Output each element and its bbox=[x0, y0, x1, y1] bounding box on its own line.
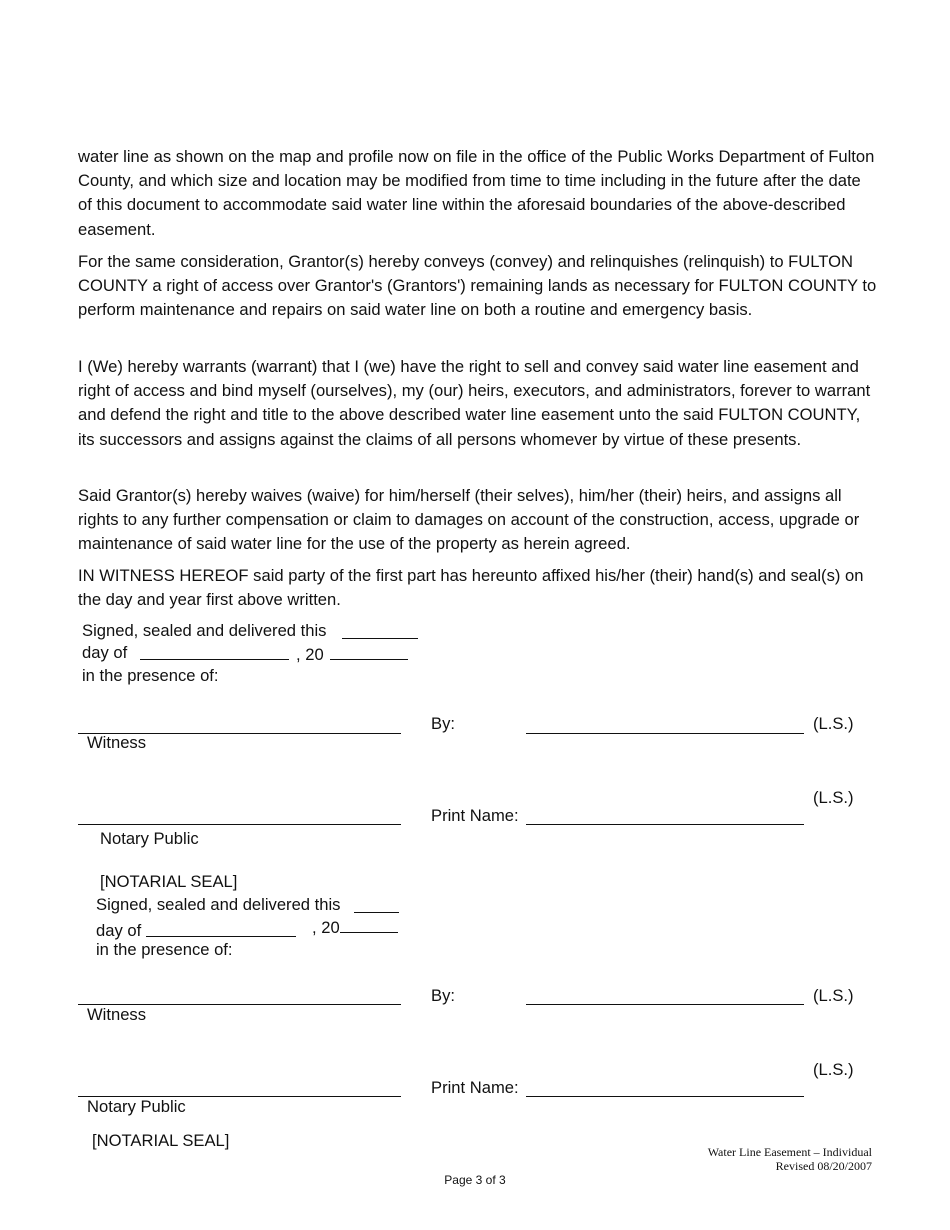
print-name-label: Print Name: bbox=[431, 806, 519, 825]
print-name-line[interactable] bbox=[526, 1096, 804, 1097]
month-blank[interactable] bbox=[146, 936, 296, 937]
signed-delivered-label: Signed, sealed and delivered this bbox=[96, 895, 341, 914]
year-prefix-label: , 20 bbox=[312, 918, 340, 937]
form-title: Water Line Easement – Individual bbox=[707, 1145, 872, 1159]
grantor-signature-line[interactable] bbox=[526, 1004, 804, 1005]
ls-label: (L.S.) bbox=[813, 714, 854, 733]
notary-label: Notary Public bbox=[87, 1097, 186, 1116]
year-blank[interactable] bbox=[330, 659, 408, 660]
month-blank[interactable] bbox=[140, 659, 289, 660]
witness-label: Witness bbox=[87, 733, 147, 752]
day-number-blank[interactable] bbox=[354, 912, 399, 913]
grantor-signature-line[interactable] bbox=[526, 733, 804, 734]
day-of-label: day of bbox=[96, 921, 142, 940]
by-label: By: bbox=[431, 986, 455, 1005]
ls-label: (L.S.) bbox=[813, 986, 854, 1005]
warranty-paragraph: I (We) hereby warrants (warrant) that I (we) have the right to sell and convey said water line easement and right of access and bind myself (ourselves), my (our) heirs, executors, and administrators, forever to warrant and defend the right and title to the above described water line easement unto the said FULTON COUNTY, its successors and assigns against the claims of all persons whomever by virtue of these presents. bbox=[78, 357, 871, 449]
presence-label: in the presence of: bbox=[96, 940, 233, 959]
day-number-blank[interactable] bbox=[342, 638, 418, 639]
year-blank[interactable] bbox=[340, 932, 398, 933]
witness-label: Witness bbox=[87, 1005, 147, 1024]
notary-signature-line[interactable] bbox=[78, 824, 401, 825]
by-label: By: bbox=[431, 714, 455, 733]
signed-delivered-label: Signed, sealed and delivered this bbox=[82, 621, 327, 640]
ls-label: (L.S.) bbox=[813, 1060, 854, 1079]
waiver-paragraph: Said Grantor(s) hereby waives (waive) for him/herself (their selves), him/her (their) heirs, and assigns all rights to any further compensation or claim to damages on account of the construction, access, upgrade or maintenance of said water line for the use of the property as herein agreed. bbox=[78, 486, 860, 554]
witness-hereof-paragraph: IN WITNESS HEREOF said party of the first part has hereunto affixed his/her (their) hand(s) and seal(s) on the day and year first above written. bbox=[78, 566, 864, 610]
form-footer bbox=[708, 1145, 872, 1173]
year-prefix-label: , 20 bbox=[296, 645, 324, 664]
notarial-seal-label: [NOTARIAL SEAL] bbox=[92, 1131, 230, 1150]
notary-label: Notary Public bbox=[100, 829, 199, 848]
print-name-line[interactable] bbox=[526, 824, 804, 825]
notarial-seal-label: [NOTARIAL SEAL] bbox=[100, 872, 238, 891]
day-of-label: day of bbox=[82, 643, 128, 662]
print-name-label: Print Name: bbox=[431, 1078, 519, 1097]
revision-date: Revised 08/20/2007 bbox=[775, 1159, 872, 1173]
ls-label: (L.S.) bbox=[813, 788, 854, 807]
presence-label: in the presence of: bbox=[82, 666, 219, 685]
access-paragraph: For the same consideration, Grantor(s) hereby conveys (convey) and relinquishes (relinquish) to FULTON COUNTY a right of access over Grantor's (Grantors') remaining lands as necessary for FULTON COUNTY to perform maintenance and repairs on said water line on both a routine and emergency basis. bbox=[78, 252, 877, 320]
easement-paragraph-1: water line as shown on the map and profile now on file in the office of the Public Works Department of Fulton County, and which size and location may be modified from time to time including in the future after the date of this document to accommodate said water line within the aforesaid boundaries of the above-described easement. bbox=[78, 147, 875, 239]
page-number: Page 3 of 3 bbox=[444, 1173, 506, 1187]
